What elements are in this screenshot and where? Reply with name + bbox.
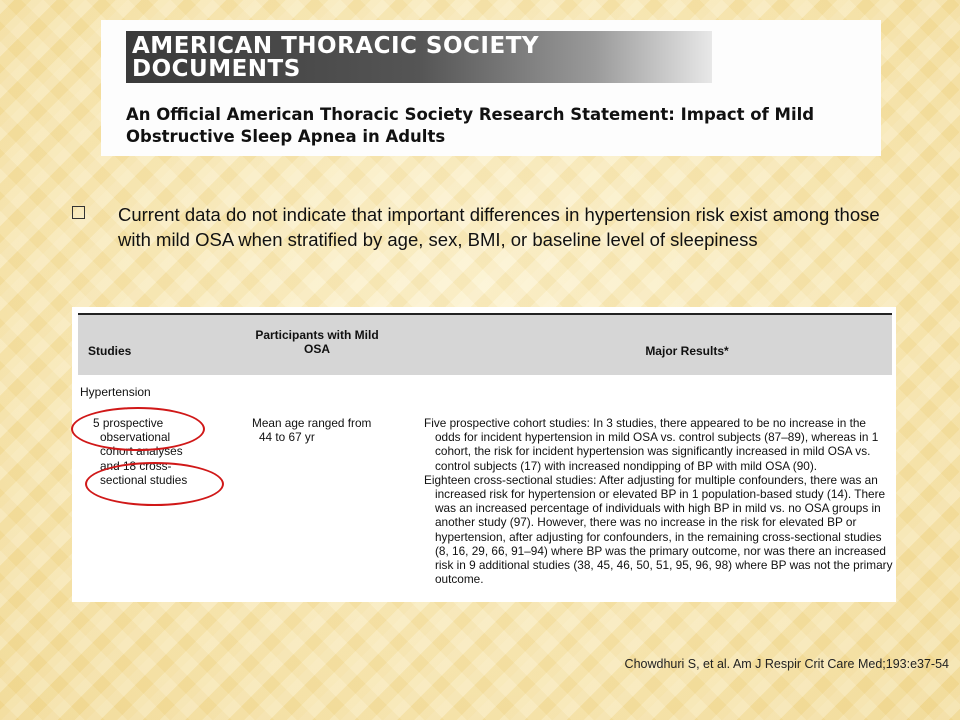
- studies-line: sectional studies: [100, 472, 188, 487]
- header-studies: Studies: [88, 344, 132, 358]
- highlight-circle-prospective: [71, 407, 205, 451]
- results-cell: [424, 416, 894, 586]
- studies-line: cohort analyses: [100, 444, 183, 459]
- article-title: An Official American Thoracic Society Research Statement: Impact of Mild Obstructive Sleep Apnea in Adults: [126, 105, 815, 146]
- journal-name-line-2: DOCUMENTS: [132, 56, 301, 82]
- results-table-image: [72, 307, 896, 602]
- citation: Chowdhuri S, et al. Am J Respir Crit Care Med;193:e37-54: [624, 657, 949, 671]
- results-paragraph-cohort: Five prospective cohort studies: In 3 studies, there appeared to be no increase in the odds for incident hypertension in mild OSA vs. control subjects (87–89), whereas in 1 cohort, the risk for incident hypertension was significantly increased in mild OSA vs. control subjects (17) with increased nondipping of BP with mild OSA (90).: [424, 416, 879, 473]
- studies-line: and 18 cross-: [100, 458, 172, 473]
- article-header-image: [101, 20, 881, 156]
- checkbox-bullet-icon: [72, 206, 85, 219]
- studies-line: 5 prospective: [93, 416, 164, 430]
- studies-line: observational: [100, 430, 171, 445]
- bullet-text: Current data do not indicate that important differences in hypertension risk exist among those with mild OSA when stratified by age, sex, BMI, or baseline level of sleepiness: [118, 204, 880, 250]
- journal-banner: [126, 31, 712, 83]
- participants-line: 44 to 67 yr: [259, 430, 315, 445]
- participants-cell: [252, 416, 402, 444]
- highlight-circle-cross-sectional: [85, 462, 224, 506]
- results-paragraph-cross-sectional: Eighteen cross-sectional studies: After adjusting for multiple confounders, there was an increased risk for hypertension or elevated BP in 1 population-based study (14). There was an increased percentage of individuals with high BP in mild vs. no OSA groups in another study (97). However, there was no increase in the risk for elevated BP or hypertension, after adjusting for confounders, in the remaining cross-sectional studies (8, 16, 29, 66, 91–94) where BP was the primary outcome, nor was there an increased risk in 9 additional studies (38, 45, 46, 50, 51, 95, 96, 98) where BP was not the primary outcome.: [424, 472, 893, 587]
- section-hypertension: Hypertension: [80, 385, 151, 399]
- participants-line: Mean age ranged from: [252, 416, 372, 430]
- header-major-results: Major Results*: [645, 344, 729, 358]
- journal-name-line-1: AMERICAN THORACIC SOCIETY: [132, 33, 540, 59]
- header-participants: Participants with Mild OSA: [255, 328, 379, 356]
